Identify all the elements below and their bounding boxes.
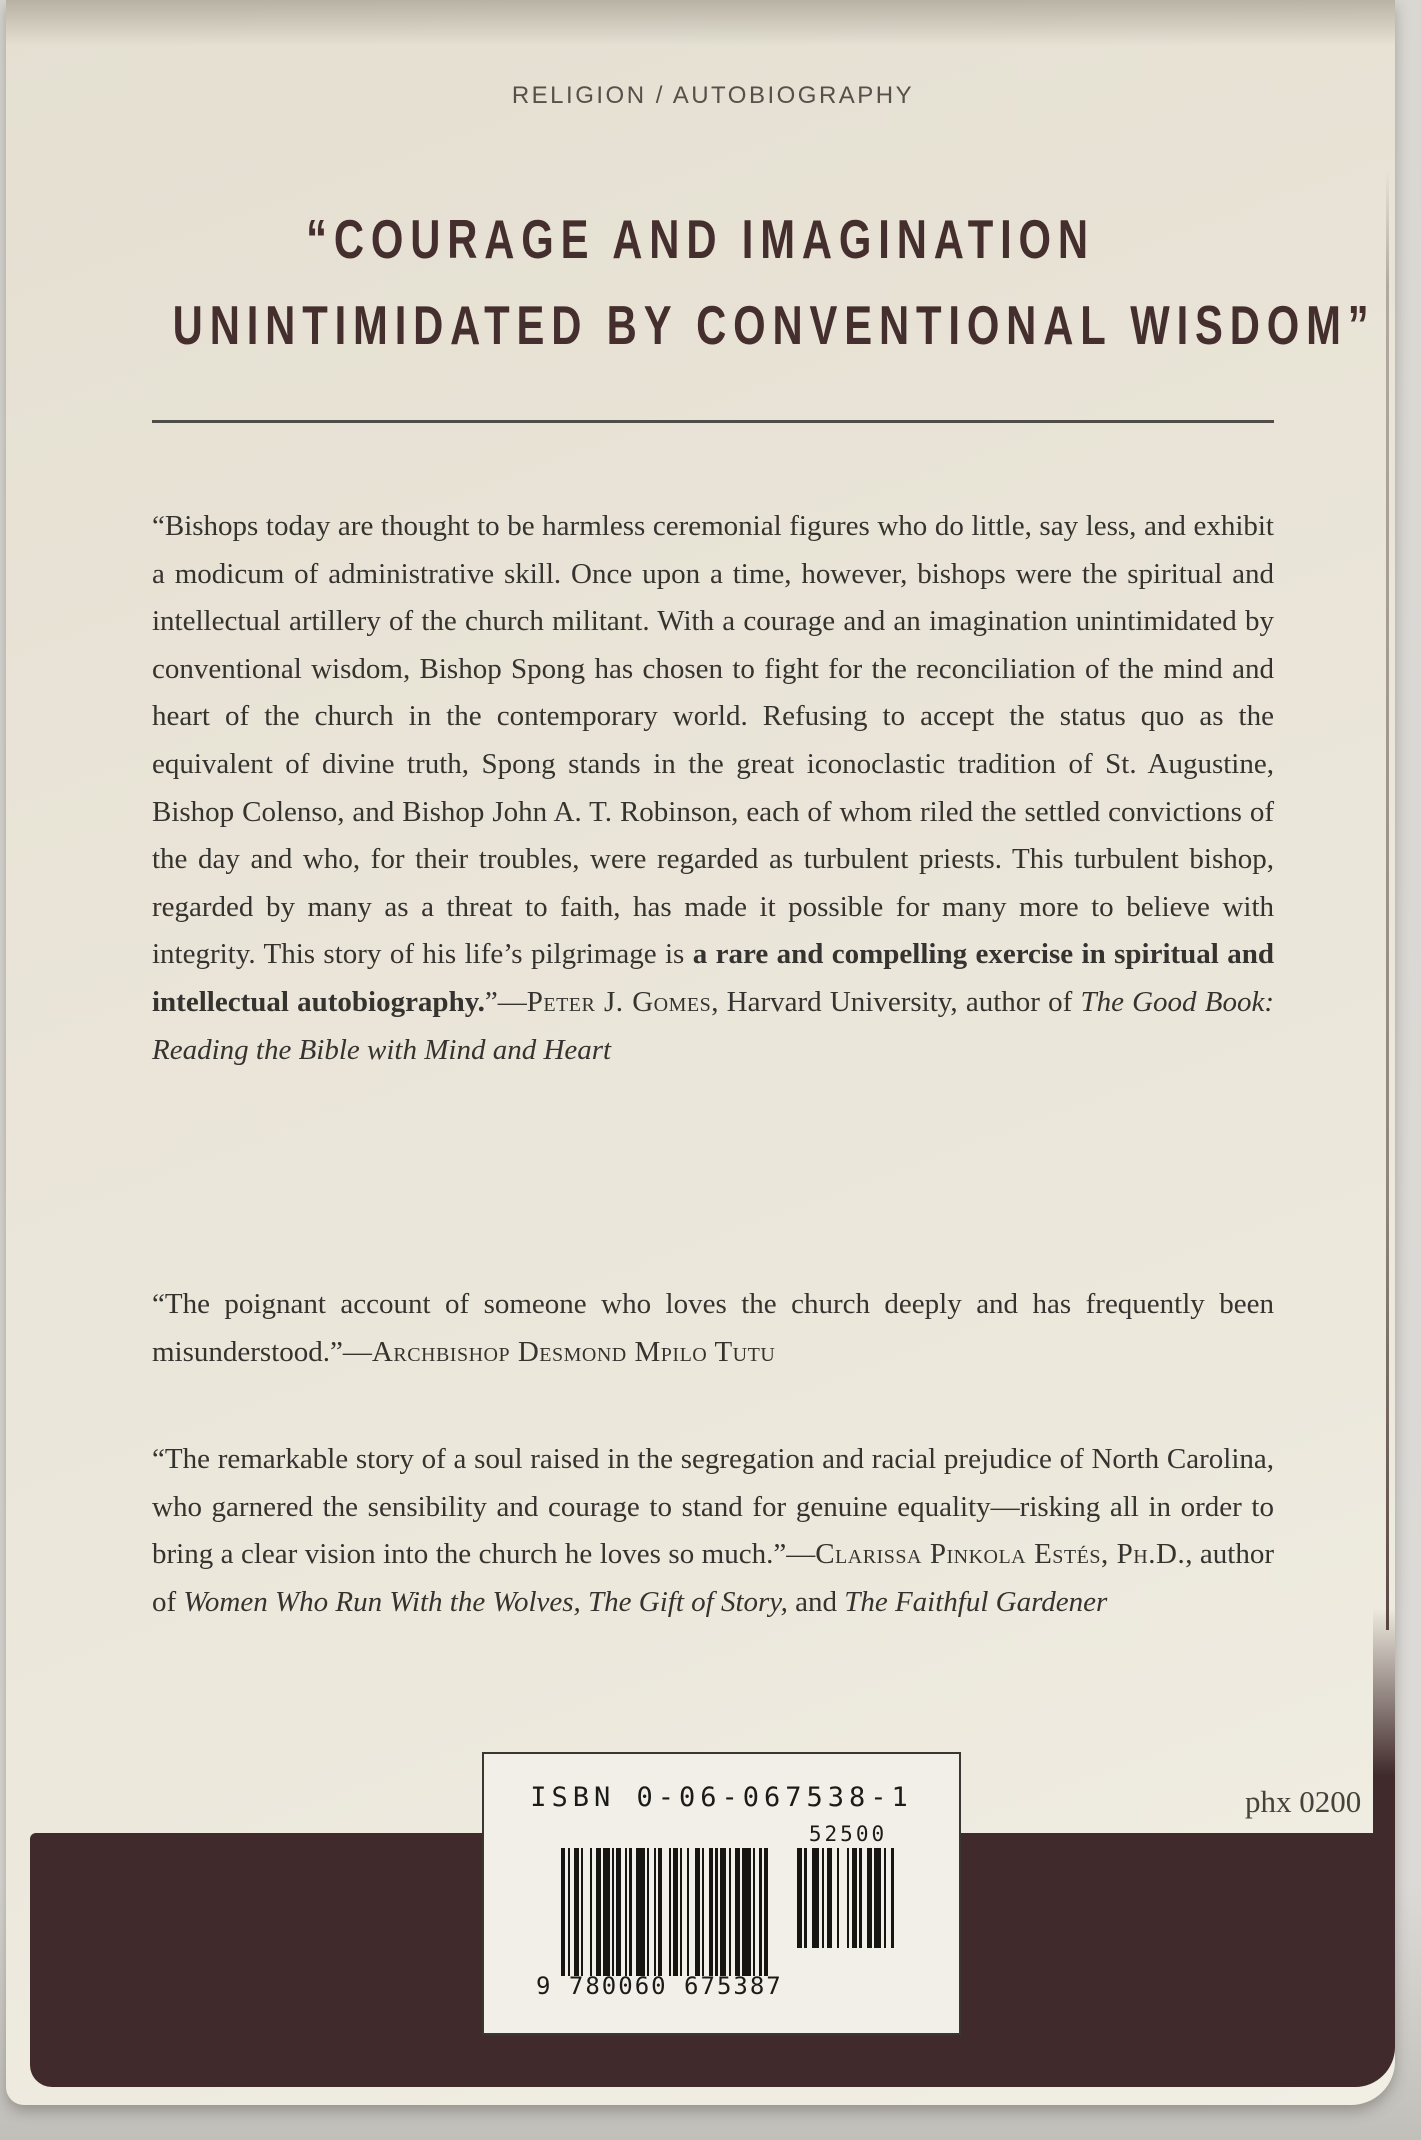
review-blurb-estes [152,1436,1274,1626]
text-segment-normal: “Bishops today are thought to be harmless ceremonial figures who do little, say less, and exhibit a modicum of administrative skill. Once upon a time, however, bishops were the spiritual and intellectual artillery of the church militant. With a courage and an imagination unintimidated by conventional wisdom, Bishop Spong has chosen to fight for the reconciliation of the mind and heart of the church in the contemporary world. Refusing to accept the status quo as the equivalent of divine truth, Spong stands in the great iconoclastic tradition of St. Augustine, Bishop Colenso, and Bishop John A. T. Robinson, each of whom riled the settled convictions of the day and who, for their troubles, were regarded as turbulent priests. This turbulent bishop, regarded by many as a threat to faith, has made it possible for many more to believe with integrity. This story of his life’s pilgrimage is [152,510,1274,971]
barcode-panel [482,1752,961,2035]
barcode-gap [894,1848,899,1948]
barcode-bar [742,1848,751,1976]
barcode-bar [720,1848,727,1976]
maroon-right-column [1373,1608,1395,1848]
printer-code: phx 0200 [1245,1784,1362,1819]
text-segment-normal: , Harvard University, author of [711,985,1081,1018]
isbn-label: ISBN 0-06-067538-1 [530,1782,913,1813]
text-segment-normal: , author of [152,1538,1274,1618]
cover-top-shadow [6,0,1395,46]
barcode-bar [812,1848,819,1948]
barcode-bar [603,1848,610,1976]
text-segment-bold: a rare and compelling exercise in spiritual and intellectual autobiography. [152,938,1274,1018]
supplement-barcode [797,1848,899,1948]
barcode-gap [583,1848,590,1976]
text-segment-normal: “The poignant account of someone who loves the church deeply and has frequently been misunderstood.”— [152,1288,1274,1368]
barcode-gap [839,1848,846,1948]
text-segment-smallcaps: Clarissa Pinkola Estés, Ph.D. [815,1538,1186,1571]
barcode-bar [874,1848,881,1948]
barcode-gap [662,1848,669,1976]
category-label: RELIGION / AUTOBIOGRAPHY [511,82,915,109]
text-segment-smallcaps: Peter J. Gomes [526,985,712,1018]
review-blurb-tutu [152,1281,1274,1376]
text-segment-smallcaps: Archbishop Desmond Mpilo Tutu [371,1335,776,1368]
text-segment-normal: and [787,1585,845,1618]
text-segment-italic: Women Who Run With the Wolves, The Gift of Story, [183,1585,788,1618]
text-segment-italic: The Good Book: Reading the Bible with Mind and Heart [152,985,1274,1066]
text-segment-normal: “The remarkable story of a soul raised in the segregation and racial prejudice of North Carolina, who garnered the sensibility and courage to stand for genuine equality—risking all in order to bring a clear vision into the church he loves so much.”— [152,1443,1274,1571]
divider-rule [152,420,1274,423]
ean-barcode [561,1848,773,1976]
cover-edge-line [1386,170,1389,1630]
text-segment-normal: ”— [484,985,527,1018]
barcode-bar [636,1848,645,1976]
barcode-gap [768,1848,772,1976]
book-back-cover [6,0,1395,2105]
barcode-gap [689,1848,696,1976]
review-blurb-gomes [152,503,1274,1074]
headline-line-2: UNINTIMIDATED BY CONVENTIONAL WISDOM” [172,294,1376,356]
barcode-price-code: 52500 [808,1822,888,1846]
barcode-digits: 9 780060 675387 [536,1972,783,2000]
headline [172,196,1376,368]
text-segment-italic: The Faithful Gardener [844,1585,1108,1618]
headline-line-1: “COURAGE AND IMAGINATION [306,208,1095,270]
